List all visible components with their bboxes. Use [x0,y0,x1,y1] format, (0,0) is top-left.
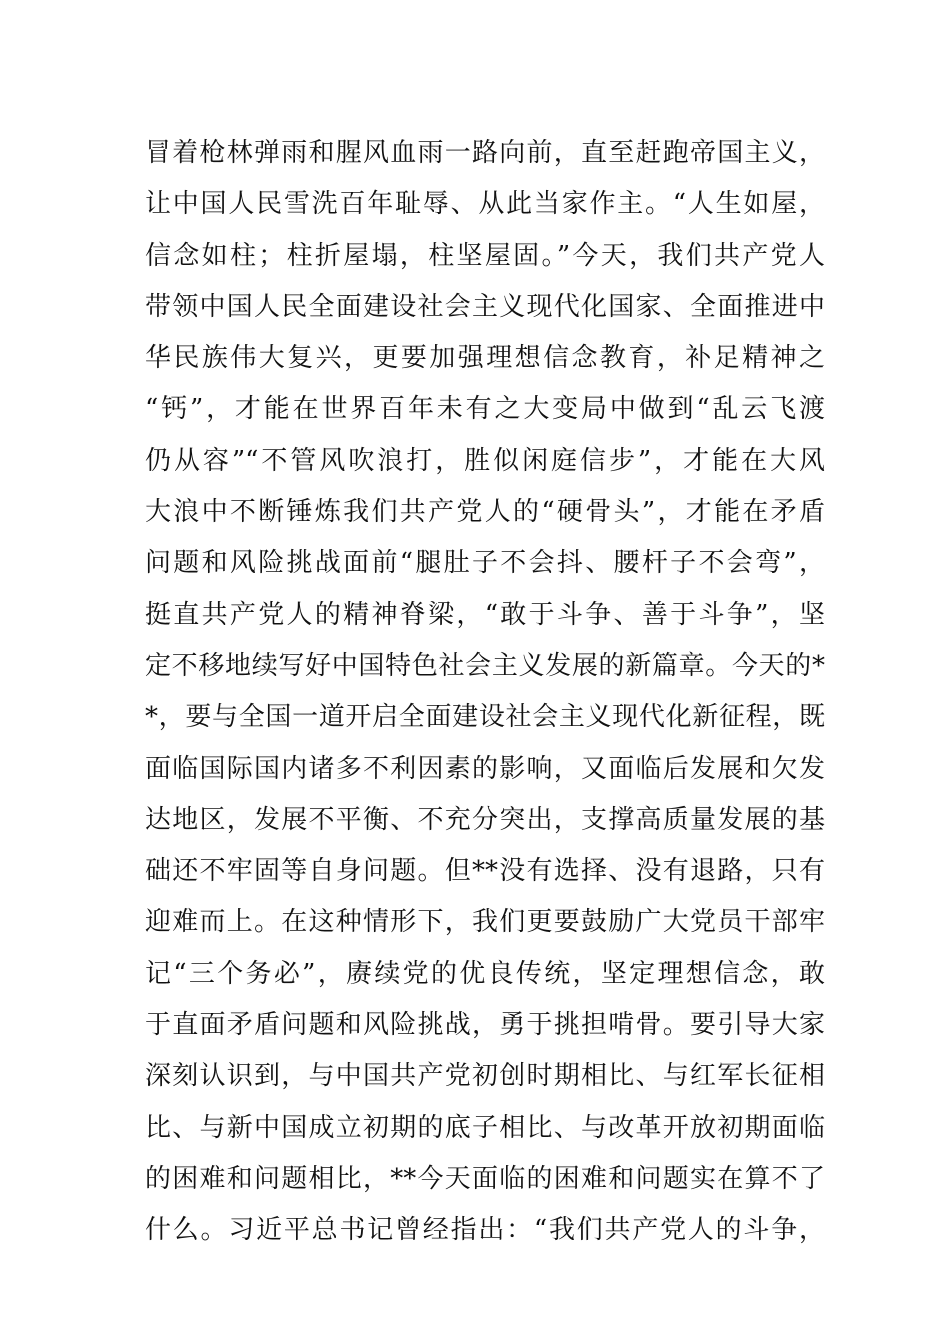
text-line: 挺直共产党人的精神脊梁，“敢于斗争、善于斗争”，坚 [145,599,825,630]
text-line: 础还不牢固等自身问题。但**没有选择、没有退路，只有 [145,856,825,887]
text-line: 大浪中不断锤炼我们共产党人的“硬骨头”，才能在矛盾 [145,497,825,528]
text-line: 达地区，发展不平衡、不充分突出，支撑高质量发展的基 [145,804,825,835]
body-text [145,128,825,1257]
text-line: 问题和风险挑战面前“腿肚子不会抖、腰杆子不会弯”， [145,548,825,579]
text-line: 华民族伟大复兴，更要加强理想信念教育，补足精神之 [145,343,825,374]
text-line: 的困难和问题相比，**今天面临的困难和问题实在算不了 [145,1163,825,1194]
text-line: 记“三个务必”，赓续党的优良传统，坚定理想信念，敢 [145,958,825,989]
text-line: *，要与全国一道开启全面建设社会主义现代化新征程，既 [145,702,825,733]
text-line: 定不移地续写好中国特色社会主义发展的新篇章。今天的* [145,650,825,681]
text-line: 仍从容”“不管风吹浪打，胜似闲庭信步”，才能在大风 [145,445,825,476]
text-line: 迎难而上。在这种情形下，我们更要鼓励广大党员干部牢 [145,907,825,938]
text-line: 冒着枪林弹雨和腥风血雨一路向前，直至赶跑帝国主义， [145,138,825,168]
text-line: 深刻认识到，与中国共产党初创时期相比、与红军长征相 [145,1061,825,1092]
text-line: 面临国际国内诸多不利因素的影响，又面临后发展和欠发 [145,753,825,784]
text-line: 让中国人民雪洗百年耻辱、从此当家作主。“人生如屋， [145,189,825,220]
text-line: 比、与新中国成立初期的底子相比、与改革开放初期面临 [145,1112,825,1143]
text-line: “钙”，才能在世界百年未有之大变局中做到“乱云飞渡 [145,394,825,425]
text-line: 带领中国人民全面建设社会主义现代化国家、全面推进中 [145,291,825,322]
text-line: 信念如柱；柱折屋塌，柱坚屋固。”今天，我们共产党人 [145,240,825,271]
text-line: 于直面矛盾问题和风险挑战，勇于挑担啃骨。要引导大家 [145,1010,825,1041]
text-line: 什么。习近平总书记曾经指出：“我们共产党人的斗争， [145,1215,825,1246]
